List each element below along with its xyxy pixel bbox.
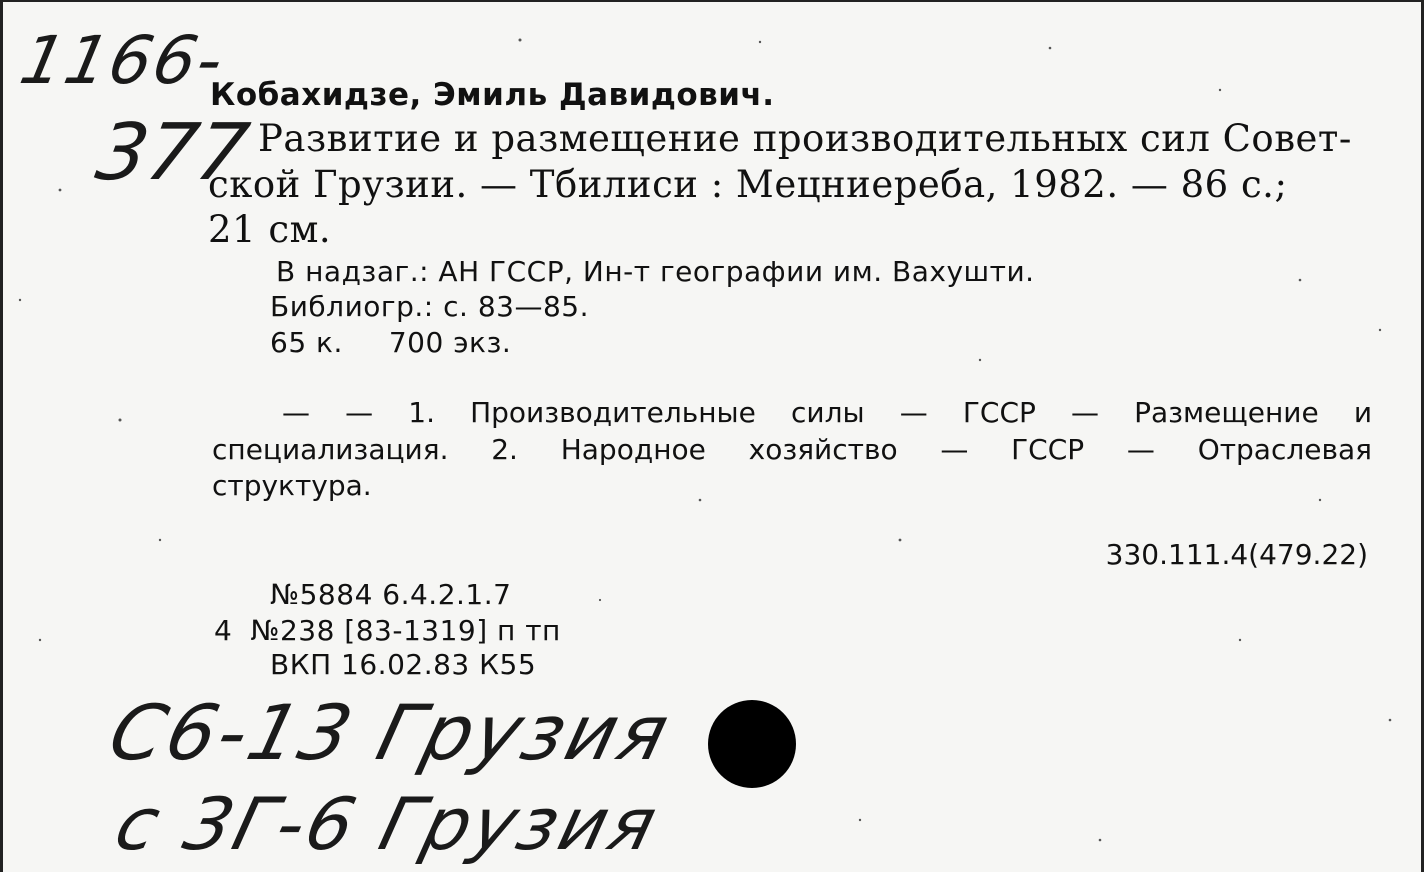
title-line-1: Развитие и размещение производительных сил Совет- (258, 117, 1352, 160)
handwritten-card-number: 1166- (13, 22, 232, 99)
subject-text-1: 1. Производительные силы — ГССР — Размещение и (408, 396, 1373, 429)
subject-prefix: — — (282, 396, 374, 429)
subject-line-3: структура. (212, 469, 372, 502)
handwritten-classification-a: С6-13 Грузия (100, 688, 680, 777)
tech-line-1: №5884 6.4.2.1.7 (270, 578, 512, 611)
tech-line-2 (214, 614, 561, 647)
tech-line-2-text: №238 [83-1319] п тп (250, 614, 561, 647)
note-price: 65 к. (270, 326, 343, 359)
note-bibliography: Библиогр.: с. 83—85. (270, 290, 589, 323)
note-price-copies (270, 326, 511, 359)
title-line-3: 21 см. (208, 208, 332, 251)
title-line-2: ской Грузии. — Тбилиси : Мецниереба, 1982. — 86 с.; (208, 163, 1288, 206)
handwritten-shelf-mark: 377 (90, 108, 255, 198)
author-name: Кобахидзе, Эмиль Давидович. (210, 77, 775, 113)
handwritten-classification-b: с 3Г-6 Грузия (107, 782, 668, 866)
subject-line-2: специализация. 2. Народное хозяйство — ГССР — Отраслевая (212, 433, 1372, 466)
tech-line-3: ВКП 16.02.83 К55 (270, 648, 537, 681)
udc-code: 330.111.4(479.22) (1105, 538, 1368, 571)
note-header: В надзаг.: АН ГССР, Ин-т географии им. Вахушти. (276, 255, 1035, 288)
author-line (210, 74, 775, 113)
subject-line-1 (212, 396, 1372, 429)
tech-line-2-prefix: 4 (214, 614, 233, 647)
note-copies: 700 экз. (388, 326, 512, 359)
punch-hole (708, 700, 796, 788)
